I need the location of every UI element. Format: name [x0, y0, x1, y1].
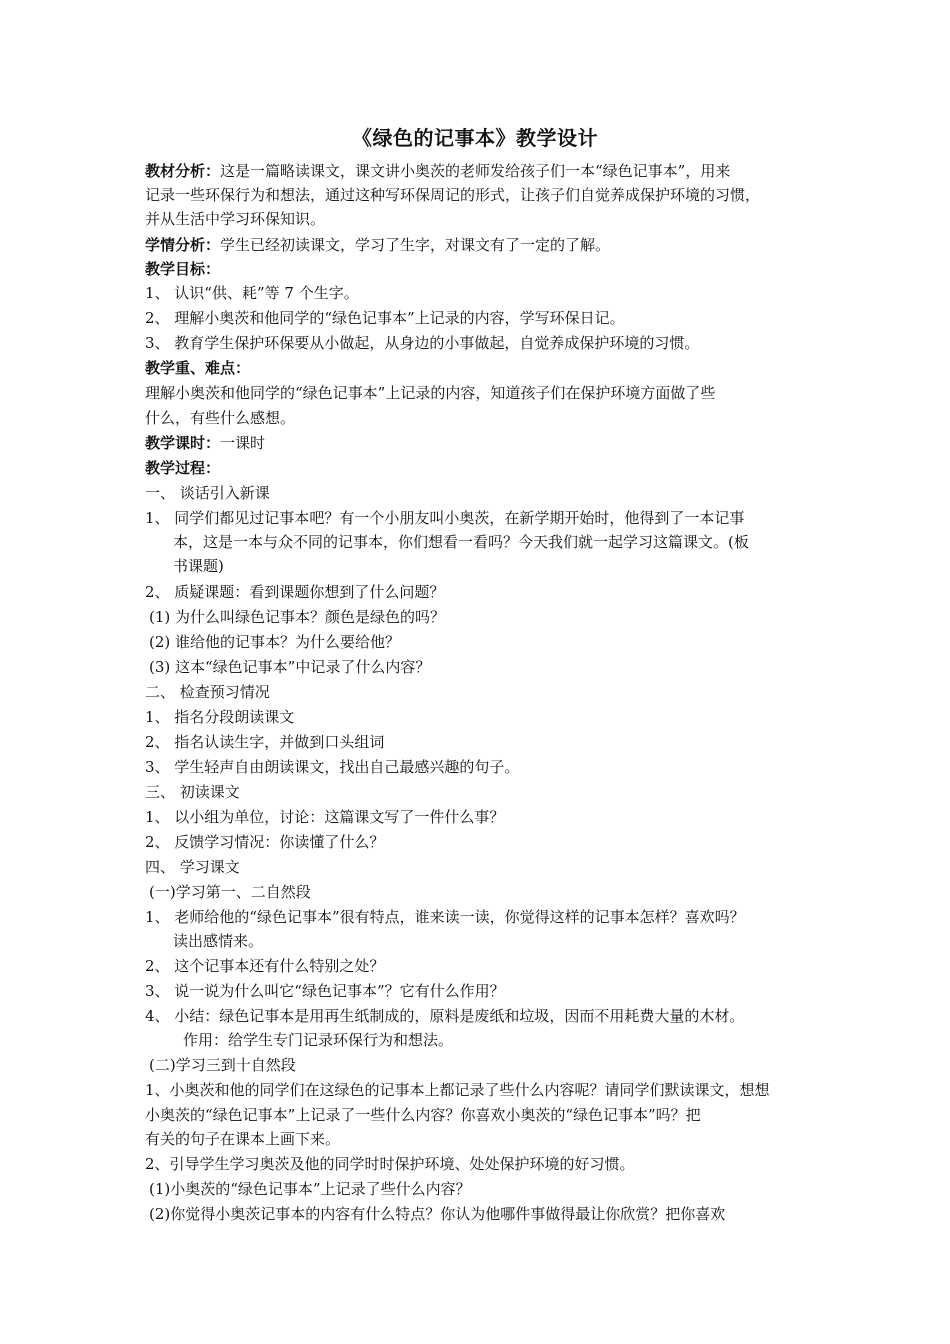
text-line [145, 733, 835, 751]
text-line [145, 359, 835, 377]
line-text: 作用：给学生专门记录环保行为和想法。 [183, 1031, 454, 1049]
text-line [173, 533, 863, 551]
text-line [173, 932, 863, 950]
line-text: 四、 学习课文 [145, 858, 240, 876]
line-text: 小奥茨的“绿色记事本”上记录了一些什么内容？你喜欢小奥茨的“绿色记事本”吗？把 [145, 1106, 701, 1124]
text-line [173, 557, 863, 575]
line-text: 一、 谈话引入新课 [145, 484, 270, 502]
text-line [145, 210, 835, 228]
section-label: 教学课时： [145, 434, 221, 452]
line-text: (3) 这本“绿色记事本”中记录了什么内容？ [149, 658, 431, 676]
line-text: (2)你觉得小奥茨记事本的内容有什么特点？你认为他哪件事做得最让你欣赏？把你喜欢 [149, 1205, 726, 1223]
text-line [145, 434, 835, 452]
line-text: (二)学习三到十自然段 [149, 1056, 296, 1074]
text-line [145, 683, 835, 701]
text-line [145, 409, 835, 427]
text-line [145, 284, 835, 302]
text-line [149, 1205, 839, 1223]
line-text: 理解小奥茨和他同学的“绿色记事本”上记录的内容，知道孩子们在保护环境方面做了些 [145, 384, 716, 402]
line-text: 2、 质疑课题：看到课题你想到了什么问题？ [145, 583, 445, 601]
text-line [149, 1056, 839, 1074]
line-text: 3、 学生轻声自由朗读课文，找出自己最感兴趣的句子。 [145, 758, 520, 776]
text-line [149, 883, 839, 901]
section-label: 教学目标： [145, 260, 221, 278]
line-text: 4、 小结：绿色记事本是用再生纸制成的，原料是废纸和垃圾，因而不用耗费大量的木材。 [145, 1007, 745, 1025]
line-text: 读出感情来。 [173, 932, 264, 950]
text-line [145, 1007, 835, 1025]
line-text: 3、 教育学生保护环保要从小做起，从身边的小事做起，自觉养成保护环境的习惯。 [145, 334, 700, 352]
text-line [145, 260, 835, 278]
line-text: 2、 指名认读生字，并做到口头组词 [145, 733, 385, 751]
section-label: 教学重、难点： [145, 359, 251, 377]
line-text: (2) 谁给他的记事本？为什么要给他？ [149, 633, 401, 651]
line-text: 本，这是一本与众不同的记事本，你们想看一看吗？今天我们就一起学习这篇课文。(板 [173, 533, 749, 551]
text-line [145, 758, 835, 776]
text-line [145, 1106, 835, 1124]
line-text: 书课题) [173, 557, 224, 575]
text-line [145, 484, 835, 502]
text-line [145, 186, 835, 204]
text-line [145, 808, 835, 826]
text-line [145, 162, 835, 180]
line-text: 2、引导学生学习奥茨及他的同学时时保护环境、处处保护环境的好习惯。 [145, 1155, 635, 1173]
text-line [145, 858, 835, 876]
line-text: 1、 指名分段朗读课文 [145, 708, 295, 726]
section-label: 学情分析： [145, 236, 221, 254]
line-text: 二、 检查预习情况 [145, 683, 270, 701]
text-line [145, 833, 835, 851]
text-line [145, 309, 835, 327]
text-line [145, 509, 835, 527]
line-text: 并从生活中学习环保知识。 [145, 210, 326, 228]
text-line [145, 1155, 835, 1173]
line-text: 一课时 [220, 434, 266, 452]
text-line [145, 236, 835, 254]
text-line [149, 658, 839, 676]
line-text: 3、 说一说为什么叫它“绿色记事本”？它有什么作用？ [145, 982, 505, 1000]
line-text: 1、 老师给他的“绿色记事本”很有特点，谁来读一读，你觉得这样的记事本怎样？喜欢吗？ [145, 908, 745, 926]
line-text: 2、 反馈学习情况：你读懂了什么？ [145, 833, 385, 851]
line-text: 什么，有些什么感想。 [145, 409, 296, 427]
line-text: (1)小奥茨的“绿色记事本”上记录了些什么内容？ [149, 1180, 471, 1198]
line-text: 1、 认识“供、耗”等 7 个生字。 [145, 284, 359, 302]
text-line [145, 708, 835, 726]
line-text: (一)学习第一、二自然段 [149, 883, 311, 901]
text-line [145, 1081, 835, 1099]
section-label: 教材分析： [145, 162, 221, 180]
line-text: 三、 初读课文 [145, 783, 240, 801]
text-line [149, 1180, 839, 1198]
document-title: 《绿色的记事本》教学设计 [352, 126, 598, 150]
line-text: 2、 理解小奥茨和他同学的“绿色记事本”上记录的内容，学写环保日记。 [145, 309, 625, 327]
line-text: 2、 这个记事本还有什么特别之处？ [145, 957, 385, 975]
line-text: 学生已经初读课文，学习了生字，对课文有了一定的了解。 [220, 236, 611, 254]
text-line [145, 957, 835, 975]
line-text: 1、小奥茨和他的同学们在这绿色的记事本上都记录了些什么内容呢？请同学们默读课文，想想 [145, 1081, 770, 1099]
line-text: 1、 同学们都见过记事本吧？有一个小朋友叫小奥茨，在新学期开始时，他得到了一本记事 [145, 509, 745, 527]
text-line [145, 384, 835, 402]
text-line [145, 583, 835, 601]
line-text: (1) 为什么叫绿色记事本？颜色是绿色的吗？ [149, 608, 446, 626]
line-text: 1、 以小组为单位，讨论：这篇课文写了一件什么事？ [145, 808, 505, 826]
text-line [183, 1031, 873, 1049]
text-line [149, 608, 839, 626]
section-label: 教学过程： [145, 459, 221, 477]
text-line [145, 908, 835, 926]
text-line [145, 459, 835, 477]
text-line [145, 1130, 835, 1148]
text-line [149, 633, 839, 651]
text-line [145, 783, 835, 801]
line-text: 记录一些环保行为和想法，通过这种写环保周记的形式，让孩子们自觉养成保护环境的习惯， [145, 186, 761, 204]
line-text: 有关的句子在课本上画下来。 [145, 1130, 341, 1148]
text-line [145, 334, 835, 352]
text-line [145, 982, 835, 1000]
line-text: 这是一篇略读课文，课文讲小奥茨的老师发给孩子们一本“绿色记事本”，用来 [220, 162, 731, 180]
